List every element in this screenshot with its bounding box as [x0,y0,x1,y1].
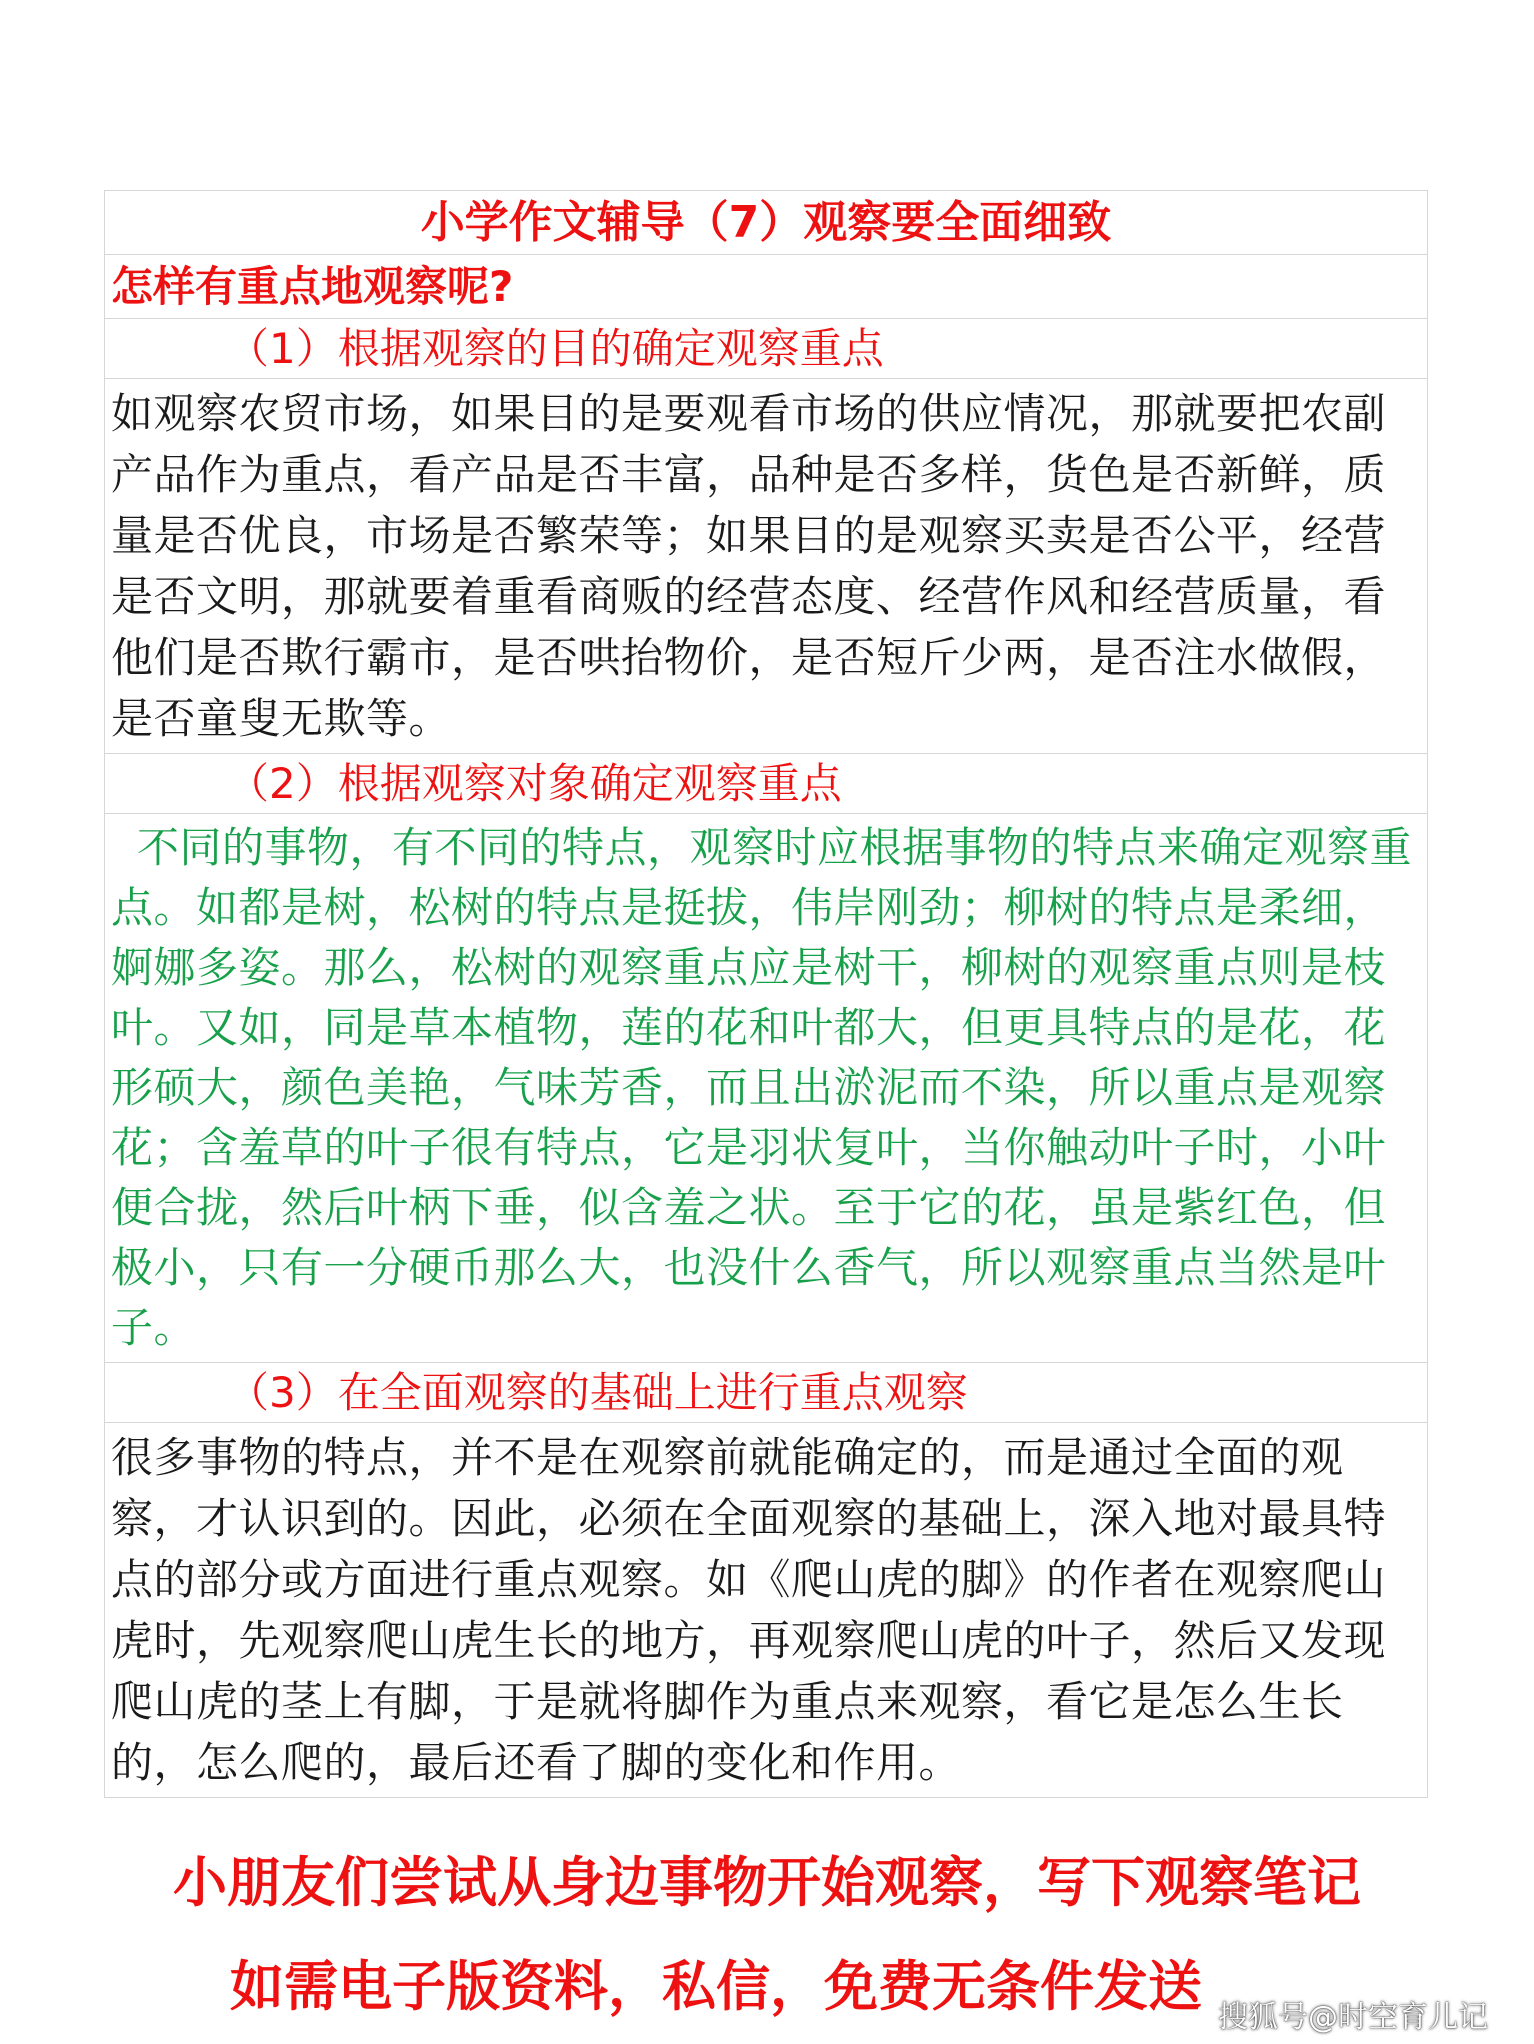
document-table [104,190,1428,1798]
watermark: 搜狐号@时空育儿记 [1218,2000,1488,2035]
footer-call-to-action: 小朋友们尝试从身边事物开始观察，写下观察笔记 [173,1851,1361,1914]
section-1-heading: （1）根据观察的目的确定观察重点 [105,319,1427,379]
section-1-body: 如观察农贸市场，如果目的是要观看市场的供应情况，那就要把农副产品作为重点，看产品是否丰富，品种是否多样，货色是否新鲜，质量是否优良，市场是否繁荣等；如果目的是观察买卖是否公平，经营是否文明，那就要着重看商贩的经营态度、经营作风和经营质量，看他们是否欺行霸市，是否哄抬物价，是否短斤少两，是否注水做假，是否童叟无欺等。 [105,379,1427,754]
section-3-body: 很多事物的特点，并不是在观察前就能确定的，而是通过全面的观察，才认识到的。因此，必须在全面观察的基础上，深入地对最具特点的部分或方面进行重点观察。如《爬山虎的脚》的作者在观察爬山虎时，先观察爬山虎生长的地方，再观察爬山虎的叶子，然后又发现爬山虎的茎上有脚，于是就将脚作为重点来观察，看它是怎么生长的，怎么爬的，最后还看了脚的变化和作用。 [111,1433,1387,1787]
section-question: 怎样有重点地观察呢? [105,255,1427,319]
page-title: 小学作文辅导（7）观察要全面细致 [105,191,1427,255]
footer-contact-note: 如需电子版资料，私信，免费无条件发送 [230,1955,1202,2018]
section-2-heading: （2）根据观察对象确定观察重点 [105,754,1427,814]
section-3-heading: （3）在全面观察的基础上进行重点观察 [105,1363,1427,1423]
section-2-body: 不同的事物，有不同的特点，观察时应根据事物的特点来确定观察重点。如都是树，松树的特点是挺拔，伟岸刚劲；柳树的特点是柔细，婀娜多姿。那么，松树的观察重点应是树干，柳树的观察重点则是枝叶。又如，同是草本植物，莲的花和叶都大，但更具特点的是花，花形硕大，颜色美艳，气味芳香，而且出淤泥而不染，所以重点是观察花；含羞草的叶子很有特点，它是羽状复叶，当你触动叶子时，小叶便合拢，然后叶柄下垂，似含羞之状。至于它的花，虽是紫红色，但极小，只有一分硬币那么大，也没什么香气，所以观察重点当然是叶子。 [105,814,1427,1363]
